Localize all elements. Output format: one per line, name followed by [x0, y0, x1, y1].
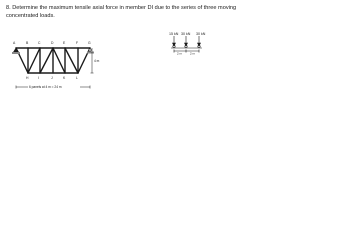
member-ID [40, 48, 53, 73]
joint-label-G: G [88, 41, 91, 45]
member-DK [53, 48, 65, 73]
joint-labels [13, 41, 91, 80]
problem-number: 8. [6, 5, 11, 11]
spacing-label-2: 2 m [190, 51, 196, 56]
joint-label-I: I [38, 76, 39, 80]
member-EL [65, 48, 78, 73]
problem-text: Determine the maximum tensile axial force in member DI due to the series of three moving concentrated loads. [6, 5, 237, 19]
joint-label-K: K [63, 76, 66, 80]
joint-label-D: D [51, 41, 54, 45]
joint-label-E: E [63, 41, 66, 45]
joint-label-B: B [26, 41, 29, 45]
spacing-label-1: 2 m [177, 51, 183, 56]
joint-label-L: L [76, 76, 78, 80]
joint-label-H: H [26, 76, 29, 80]
member-HC [28, 48, 40, 73]
load-label-1: 15 kN [169, 32, 179, 36]
truss [16, 48, 90, 73]
joint-label-J: J [51, 76, 53, 80]
joint-label-A: A [13, 41, 16, 45]
load-label-3: 30 kN [196, 32, 206, 36]
joint-label-C: C [38, 41, 41, 45]
moving-loads [171, 36, 202, 53]
joint-label-F: F [76, 41, 79, 45]
load-label-2: 30 kN [181, 32, 191, 36]
height-label: 4 m [94, 59, 100, 63]
span-label: 6 panels at 4 m = 24 m [29, 85, 62, 90]
support-left [12, 48, 20, 54]
